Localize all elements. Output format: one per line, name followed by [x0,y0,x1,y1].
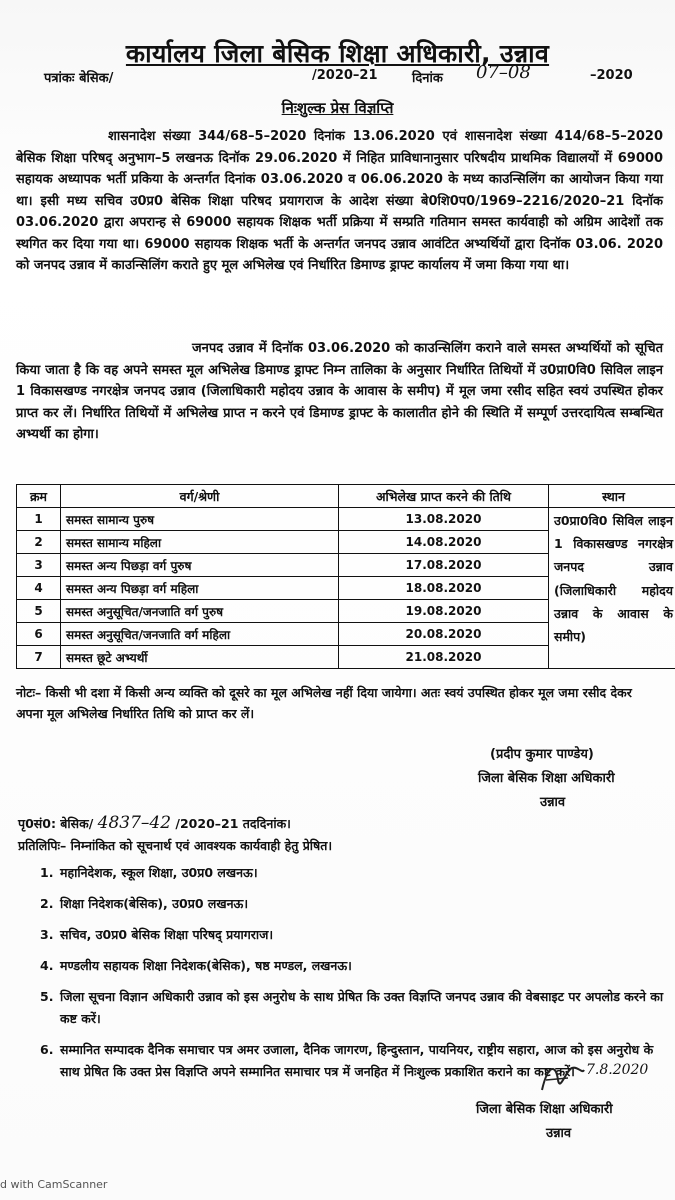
ref-year: /2020–21 [312,68,378,83]
schedule-table [16,484,675,669]
signature-handwritten-date: 7.8.2020 [586,1062,649,1078]
date-year: –2020 [590,68,633,83]
reference-line [44,62,645,90]
row-date: 18.08.2020 [339,577,549,600]
paragraph-background: शासनादेश संख्या 344/68–5–2020 दिनांक 13.06.2020 एवं शासनादेश संख्या 414/68–5–2020 बेसिक शिक्षा परिषद् अनुभाग–5 लखनऊ दिनॉक 29.06.2020 में निहित प्राविधानानुसार परिषदीय प्राथमिक विद्यालयों में 69000 सहायक अध्यापक भर्ती प्रकिया के अन्तर्गत दिनांक 03.06.2020 व 06.06.2020 के मध्य काउन्सिलिंग का आयोजन किया गया था। इसी मध्य सचिव उ0प्र0 बेसिक शिक्षा परिषद प्रयागराज के आदेश संख्या बे0शि0प0/1969–2216/2020–21 दिनॉक 03.06.2020 द्वारा अपरान्ह से 69000 सहायक शिक्षक भर्ती प्रक्रिया में सम्प्रति गतिमान समस्त कार्यवाही को अग्रिम आदेशों तक स्थगित कर दिया गया था। 69000 सहायक शिक्षक भर्ती के अन्तर्गत जनपद उन्नाव आवंटित अभ्यर्थियों द्वारा दिनॉक 03.06. 2020 को जनपद उन्नाव में काउन्सिलिंग कराते हुए मूल अभिलेख एवं निर्धारित डिमाण्ड ड्राफ्ट कार्यालय में जमा किया गया था। [16,129,663,273]
endorsement-ref-rest: /2020–21 तददिनांक। [175,816,291,831]
row-date: 14.08.2020 [339,531,549,554]
row-serial: 1 [17,508,61,531]
endorsement-ref-line [18,812,665,835]
row-serial: 5 [17,600,61,623]
row-category: समस्त अन्य पिछड़ा वर्ग पुरुष [61,554,339,577]
place-cell: उ0प्रा0वि0 सिविल लाइन 1 विकासखण्ड नगरक्षेत्र जनपद उन्नाव (जिलाधिकारी महोदय उन्नाव के आवास के समीप) [549,508,675,669]
scanner-watermark: d with CamScanner [0,1178,108,1191]
list-item: 5. जिला सूचना विज्ञान अधिकारी उन्नाव को इस अनुरोध के साथ प्रेषित कि उक्त विज्ञप्ति जनपद उन्नाव की वेबसाइट पर अपलोड करने का कष्ट करें। [40,989,664,1026]
signatory-name: (प्रदीप कुमार पाण्डेय) [490,747,594,762]
row-serial: 7 [17,646,61,669]
table-header-row [17,485,675,508]
row-serial: 3 [17,554,61,577]
header-place: स्थान [549,485,675,508]
row-category: समस्त अन्य पिछड़ा वर्ग महिला [61,577,339,600]
signature-block-2 [476,1098,613,1146]
ref-number-label: पत्रांकः बेसिक/ [44,71,114,86]
press-release-subtitle: निःशुल्क प्रेस विज्ञप्ति [281,99,394,117]
copy-recipients-list [40,862,665,1092]
list-item: 2. शिक्षा निदेशक(बेसिक), उ0प्र0 लखनऊ। [40,896,249,911]
row-category: समस्त सामान्य पुरुष [61,508,339,531]
header-serial: क्रम [17,485,61,508]
row-date: 19.08.2020 [339,600,549,623]
list-item: 3. सचिव, उ0प्र0 बेसिक शिक्षा परिषद् प्रयागराज। [40,927,274,942]
row-serial: 2 [17,531,61,554]
signatory-designation: जिला बेसिक शिक्षा अधिकारी [476,1102,613,1117]
paragraph-instructions: जनपद उन्नाव में दिनॉक 03.06.2020 को काउन्सिलिंग कराने वाले समस्त अभ्यर्थियों को सूचित किया जाता है कि वह अपने समस्त मूल अभिलेख डिमाण्ड ड्राफ्ट निम्न तालिका के अनुसार निर्धारित तिथियों में उ0प्रा0वि0 सिविल लाइन 1 विकासखण्ड नगरक्षेत्र जनपद उन्नाव (जिलाधिकारी महोदय उन्नाव के आवास के समीप) में मूल जमा रसीद सहित स्वयं उपस्थित होकर प्राप्त कर लें। निर्धारित तिथियों में अभिलेख प्राप्त न करने एवं डिमाण्ड ड्राफ्ट के कालातीत होने की स्थिति में सम्पूर्ण उत्तरदायित्व सम्बन्धित अभ्यर्थी का होगा। [16,341,663,442]
list-item: 4. मण्डलीय सहायक शिक्षा निदेशक(बेसिक), षष्ठ मण्डल, लखनऊ। [40,958,352,973]
endorsement-block [18,812,665,857]
copy-to-line: प्रतिलिपिः– निम्नांकित को सूचनार्थ एवं आवश्यक कार्यवाही हेतु प्रेषित। [18,838,333,853]
list-item: 6. सम्मानित सम्पादक दैनिक समाचार पत्र अमर उजाला, दैनिक जागरण, हिन्दुस्तान, पायनियर, राष्ट्रीय सहारा, आज को इस अनुरोध के साथ प्रेषित कि उक्त प्रेस विज्ञप्ति अपने सम्मानित समाचार पत्र में जनहित में निःशुल्क प्रकाशित कराने का कष्ट करें। [40,1042,654,1079]
row-category: समस्त अनुसूचित/जनजाति वर्ग पुरुष [61,600,339,623]
row-date: 17.08.2020 [339,554,549,577]
row-date: 13.08.2020 [339,508,549,531]
row-serial: 4 [17,577,61,600]
office-title: कार्यालय जिला बेसिक शिक्षा अधिकारी, उन्नाव [125,39,550,68]
list-item: 1. महानिदेशक, स्कूल शिक्षा, उ0प्र0 लखनऊ। [40,865,258,880]
endorsement-ref-handwritten: 4837–42 [97,813,172,833]
signatory-place: उन्नाव [540,795,566,810]
table-row [17,508,675,531]
signature-scribble-icon [538,1060,588,1096]
signatory-designation: जिला बेसिक शिक्षा अधिकारी [478,771,615,786]
header-date: अभिलेख प्राप्त करने की तिथि [339,485,549,508]
row-category: समस्त छूटे अभ्यर्थी [61,646,339,669]
note-text: नोटः– किसी भी दशा में किसी अन्य व्यक्ति को दूसरे का मूल अभिलेख नहीं दिया जायेगा। अतः स्वयं उपस्थित होकर मूल जमा रसीद देकर अपना मूल अभिलेख निर्धारित तिथि को प्राप्त कर लें। [16,685,632,721]
handwritten-date: 07–08 [476,62,531,83]
signatory-place: उन्नाव [546,1126,572,1141]
date-label: दिनांक [412,71,443,86]
row-category: समस्त अनुसूचित/जनजाति वर्ग महिला [61,623,339,646]
row-serial: 6 [17,623,61,646]
endorsement-ref-label: पृ0सं0: बेसिक/ [18,816,94,831]
row-date: 21.08.2020 [339,646,549,669]
header-category: वर्ग/श्रेणी [61,485,339,508]
row-category: समस्त सामान्य महिला [61,531,339,554]
row-date: 20.08.2020 [339,623,549,646]
